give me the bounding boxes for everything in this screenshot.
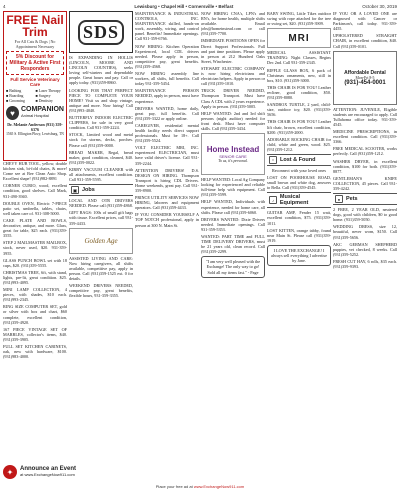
classified-ad: FRESH CUT HAY, 6 rolls, $35 each. (931)359-9393. <box>333 258 397 269</box>
classified-ad: NOW HIRING assembly line workers, all shifts, full benefits. Call today 931-359-5454. <box>135 71 199 87</box>
classified-ad: MAINTENANCE & INDUSTRIAL CONTROLS, INC. MAINTENANCE skilled, hands-on work, assembly, wiring, and control panel. Benefits! Immediate openings. Call 931-359-6766. <box>135 11 199 42</box>
home-instead-ad[interactable] <box>201 133 265 175</box>
announce-event-banner[interactable] <box>3 463 128 481</box>
service-item: ■ Boarding <box>6 94 24 98</box>
nail-trim-ad[interactable] <box>3 11 67 161</box>
classified-ad: MAINTENANCE PERSON NEEDED, apply in person, must have experience. <box>135 88 199 104</box>
home-instead-tag: SENIOR CARE <box>219 154 247 160</box>
classified-ad: NOW HIRING: Kitchen Operation Experienced, local CDL drivers needed. Please apply in person, competitive pay, great benefits. (931)359-4568. <box>135 43 199 69</box>
classified-ad: GLASS PUNCH BOWL set with 18 cups, $20. (931)359-5555. <box>3 257 67 268</box>
sds-logo: SDS <box>69 11 133 53</box>
home-instead-caption: To us, it's personal. <box>218 159 248 164</box>
classified-ad: MINI LAMP COLLECTION, 4 pieces, with shades, $10 each. (931)993-2345. <box>3 287 67 303</box>
issue-date: October 30, 2019 <box>362 3 397 9</box>
clinic-address: 1565 S. Ellington Pkwy, Lewisburg, TN <box>6 132 64 136</box>
golden-age-logo: Golden Age <box>69 228 133 254</box>
classified-ad: ATTENTION: JUVENILE, Eligible students are encouraged to apply. Call Tullahoma office today. 931-359-4545. <box>333 106 397 127</box>
classified-ad: TRUCK DRIVER NEEDED, Thompson Transport. Must have Class A CDL with 2 years experience. Apply in person. (931)359-5005. <box>201 88 265 109</box>
service-item: ■ Grooming <box>6 99 25 103</box>
classified-ad: 167 PIECE VINTAGE SET OF MARBLES, collector's items, $40. (931)359-3905. <box>3 326 67 342</box>
classified-ad: ATTENTION DRIVERS! D.S. DESIGN ON HIRING. Thompson Transport is hiring CDL Drivers. Home weekends, great pay. Call 931-359-8900. <box>135 167 199 193</box>
classified-ad: CORNER CURIO, wood, excellent condition, good shelves. Call Mark, 931-490-3940. <box>3 183 67 199</box>
testimonial: "I am very well pleased with the Exchange! The only way to go! Sold all my items fast." - Page <box>201 256 265 277</box>
nail-trim-subtitle: For All Cats & Dogs | No Appointment Necessary <box>14 39 56 49</box>
paw-icon: ♥ <box>6 106 19 120</box>
section-header-lost-found: ○ Lost & Found <box>267 154 331 166</box>
classified-ad: SANDBOX TURTLE, 2 yard, child-size, outdoor toy, $20. (931)359-5656. <box>267 102 331 118</box>
classified-ad: WEDDING DRESS, size 12, beautiful, never worn, $150. Call (931)359-5656. <box>333 224 397 240</box>
column-3 <box>135 11 199 479</box>
magnifier-icon: ○ <box>269 156 277 164</box>
classified-ad: FREE MEDICAL SCOOTER, works perfectly. Call (931)359-1212. <box>333 146 397 157</box>
section-header-musical-equipment: ♪ Musical Equipment <box>267 192 331 208</box>
classified-ad: THIS CHAIR IS FOR YOU! Leather lift chair, brown, excellent condition, $200. (931)359-2000. <box>267 119 331 135</box>
page-number: 4 <box>3 3 6 9</box>
dental-name: Affordable Dental <box>344 69 386 76</box>
section-header-pets: ● Pets <box>333 193 397 205</box>
service-item: ■ Surgery <box>35 94 51 98</box>
classified-ad: AKC GERMAN SHEPHERD puppies, vet checked, 8 weeks. Call (931)359-5252. <box>333 241 397 257</box>
classified-ad: WANTED: PART TIME and FULL TIME DELIVERY DRIVERS, must be 21 years old, clean record. Call (931)359-2299. <box>201 234 265 255</box>
classified-ad: LOST KITTEN, orange tabby, found near Main St. Please call (931)359-1919. <box>267 227 331 243</box>
mri-logo: MRI <box>267 28 331 48</box>
column-5 <box>267 11 331 479</box>
classified-ad: LOST ON POORHOUSE ROAD, small brown and white dog, answers to Bella. Call (931)359-4545. <box>267 175 331 191</box>
classified-ad: CAKE PLATE AND BOWLS, decorative, antique, and more. Glass, great for table, $25 each. (931)359-3555. <box>3 217 67 239</box>
classified-ad: BREAD MAKER, Regal, bread maker, good condition, cleaned, $40. (931)359-0022. <box>69 149 133 165</box>
classified-ad: STEP 2 MAILMASTER MAILBOX, stock, never used, $20. 931-359-3955. <box>3 240 67 256</box>
briefcase-icon: ▣ <box>71 186 79 194</box>
publication-title: Lewisburg • Chapel Hill • Cornersville • Belfast <box>134 3 234 9</box>
service-item: ■ Laser Therapy <box>35 89 61 93</box>
dental-phone: (931)-454-0001 <box>344 79 386 86</box>
classified-ad: CHEVY HUB TOOL, yellow, double kitchen sink, bi-fold chairs, & more! Come see at Bee Clean Auto Shop. Excellent shape! (931)982-8891 <box>3 161 67 182</box>
classified-ad: 2 FREE, 2 YEAR OLD, neutered dogs, good with children, $0 to good home. (931)359-5050. <box>333 207 397 223</box>
classified-ad: WASHER DRYER, in excellent condition, $100 for both. (931)359-8877. <box>333 158 397 174</box>
classified-ad: RIFFLE GLASS BOX, 6 pack of Christmas ornaments, new, still in box, $10. (931)359-3000. <box>267 67 331 83</box>
classified-ad: WEEKEND DRIVERS NEEDED, competitive pay, great benefits, flexible hours, 931-359-3355. <box>69 283 133 299</box>
column-6 <box>333 11 397 479</box>
paw-icon: ● <box>335 195 343 203</box>
classified-ad: LOCAL AND OTR DRIVERS NEEDED. Please call (931)359-4868. <box>69 198 133 209</box>
services-title: Full Service Veterinary Care <box>10 77 60 87</box>
classified-ad: KIRBY VACUUM CLEANER with all attachments, excellent condition. Call 931-359-5595. <box>69 166 133 183</box>
announce-text: Announce an Event at www.ExchangeNow911.com <box>20 466 77 477</box>
classified-ad: UPHOLSTERED STRAIGHT CHAIR, in excellent condition, $40. Call (931)359-0101. <box>333 33 397 49</box>
classified-ad: BABY SWING, Little Tikes outdoor swing with rope attached for the tree or swing set, $20. (931)359-3909. <box>267 11 331 27</box>
classified-ad: CHRISTMAS TREE, 6ft, with stand, lights, pre-lit, great condition. $25. (931)993-4095. <box>3 269 67 285</box>
megaphone-icon: ✦ <box>3 465 17 479</box>
nail-trim-title: FREE Nail Trim <box>6 13 64 39</box>
classified-ad: IF YOU CONSIDER YOURSELF A TOP NOTCH professional, apply in person at 300 N. Main St. <box>135 212 199 228</box>
column-2 <box>69 11 133 479</box>
classified-ad: HELP WANTED: 2nd and 3rd shift persons (night auditor) needed for front desk. Must have computer skills. Call (931)359-3434. <box>201 110 265 131</box>
classified-ad: MEDICAL ASSISTANT TRAINING: Night Classes, Begins Dec 2nd. Call 931-359-2345. <box>267 50 331 66</box>
classified-ad: GENTLEMAN'S KNIFE COLLECTION, 45 pieces. Call 931-359-4242. <box>333 175 397 191</box>
classified-ad: HELP WANTED: Local Ag Company looking for experienced and reliable full-time help with equipment. Call (931)359-5599. <box>201 177 265 198</box>
home-instead-logo: Home Instead <box>206 145 260 155</box>
clinic-brand <box>6 106 64 120</box>
classified-ad: VOLT ELECTRIC MRI, INC. experienced ELECTRICIAN, must have valid driver's license. Call 931-359-2244. <box>135 145 199 166</box>
classified-ad: GUITAR AMP, Fender 15 watt, excellent condition, $75. (931)359-1011. <box>267 210 331 226</box>
service-item: ■ Dentistry <box>35 99 53 103</box>
column-4 <box>201 11 265 479</box>
classified-ad: DRIVERS WANTED: Dixie Drivers needed. Immediate openings. Call 931-359-5353. <box>201 216 265 232</box>
clinic-name: COMPANION Animal Hospital <box>20 106 64 118</box>
classified-ad: ADORABLE ROCKING CHAIR for child, white and green, wood. $25. (931)359-1212. <box>267 136 331 152</box>
testimonial: I LOVE THE EXCHANGE! I always sell everything I advertise by Jane. <box>267 245 331 266</box>
footer-link[interactable]: www.ExchangeNow911.com <box>193 484 245 489</box>
affordable-dental-ad[interactable] <box>333 51 397 105</box>
classified-ad: BUTTERFLY INDOOR ELECTRIC CLIPPERS, for sale in very good condition. Call 931-359-2224. <box>69 115 133 131</box>
doctor-contact: Dr. Melanie Anderson (931) 359-6376 <box>7 122 63 132</box>
classified-ad: HELP WANTED, Individuals with experience, needed for home care, all shifts. Please call (931)359-6060. <box>201 199 265 215</box>
classified-ad: DRIVERS WANTED, home daily, great pay, full benefits. Call (931)359-3322 or apply online. <box>135 105 199 121</box>
services-list <box>6 89 64 103</box>
section-subtitle: Reconnect with your loved ones <box>272 167 326 173</box>
classifieds-columns <box>3 11 397 479</box>
classified-ad: STOCK, Limited wood and metal stock for storms, decks, porches. Please call (931)359-0000. <box>69 132 133 148</box>
section-header-jobs: ▣ Jobs <box>69 184 133 196</box>
dental-hours: Mon-Fri 8-5 <box>355 75 375 80</box>
service-item: ■ Bathing <box>6 89 22 93</box>
classified-ad: IF YOU OR A LOVED ONE are diagnosed with Cancer or Parkinson's, call today. 931-359-4455. <box>333 11 397 32</box>
classified-ad: RING SIZE COMPUTER SET, gold or silver with box and chart, $60 complete, excellent condition, (931)359-4920. <box>3 304 67 325</box>
page-footer: Place your free ad at www.ExchangeNow911.com <box>155 484 245 489</box>
classified-ad: GIFT BAGS: 100s of small gift bags with tissue. Excellent prices, call 931-359-4433. <box>69 210 133 226</box>
music-note-icon: ♪ <box>269 196 277 204</box>
classified-ad: MEDICINE PRESCRIPTIONS, in excellent condition. Call (931)359-3366. <box>333 129 397 145</box>
classified-ad: FULL SET KITCHEN CABINETS, oak, new with hardware, $100. (931)983-4000. <box>3 344 67 360</box>
classified-ad: NOW HIRING CNA's, LPN's and RN's, for home health, multiple shifts available. Email jobs@homeinstead.com or call (931)359-7700. <box>201 11 265 37</box>
classified-ad: PRINCE UTILITY SERVICES NOW HIRING, laborers and equipment operators. Call (931)359-4433. <box>135 195 199 211</box>
classified-ad: THIS CHAIR IS FOR YOU! Leather recliner, good condition, $50. (931)359-8080. <box>267 84 331 101</box>
classified-ad: IS EXPANDING IN HOLLIS (LINCOLN, MOORE AND LINCOLN COUNTIES), seeks loving self-starters and dependable people. Great hours and pay. Call or apply today. (931)359-8860. <box>69 55 133 86</box>
page-header <box>3 2 397 10</box>
column-1 <box>3 11 67 479</box>
classified-ad: ASSISTED LIVING AND CARE: Now hiring caregivers, all shifts available, competitive pay, apply in person. Call (931)359-1525 ext. 0 for details. <box>69 255 133 281</box>
classified-ad: IMMEDIATE POSITIONS OPEN for Direct Support Professionals. Full and part time positions. Please apply in person at 212 Hundred Oaks Street, Winchester. <box>201 38 265 64</box>
classified-ad: STEWART ELECTRIC COMPANY is now hiring electricians and electrician helpers. Apply in person or call (931)359-1010. <box>201 65 265 87</box>
classified-ad: DOUBLE OVEN, Electric 7-PIECE patio set, umbrella, tables, chairs, well taken care of. 931-308-5000. <box>3 200 67 216</box>
discount-coupon: 5% Discount for Military & Active First Responders <box>6 51 64 75</box>
classified-ad: LOOKING FOR THAT PERFECT PIECE TO COMPLETE YOUR HOME? Visit us and shop vintage, antique and more. Now hiring! Call (931)993-4040. <box>69 87 133 113</box>
classified-ad: CAREGIVER, residential mental health facility needs direct support professionals. Must be 18+. Call (931)359-5524. <box>135 122 199 144</box>
